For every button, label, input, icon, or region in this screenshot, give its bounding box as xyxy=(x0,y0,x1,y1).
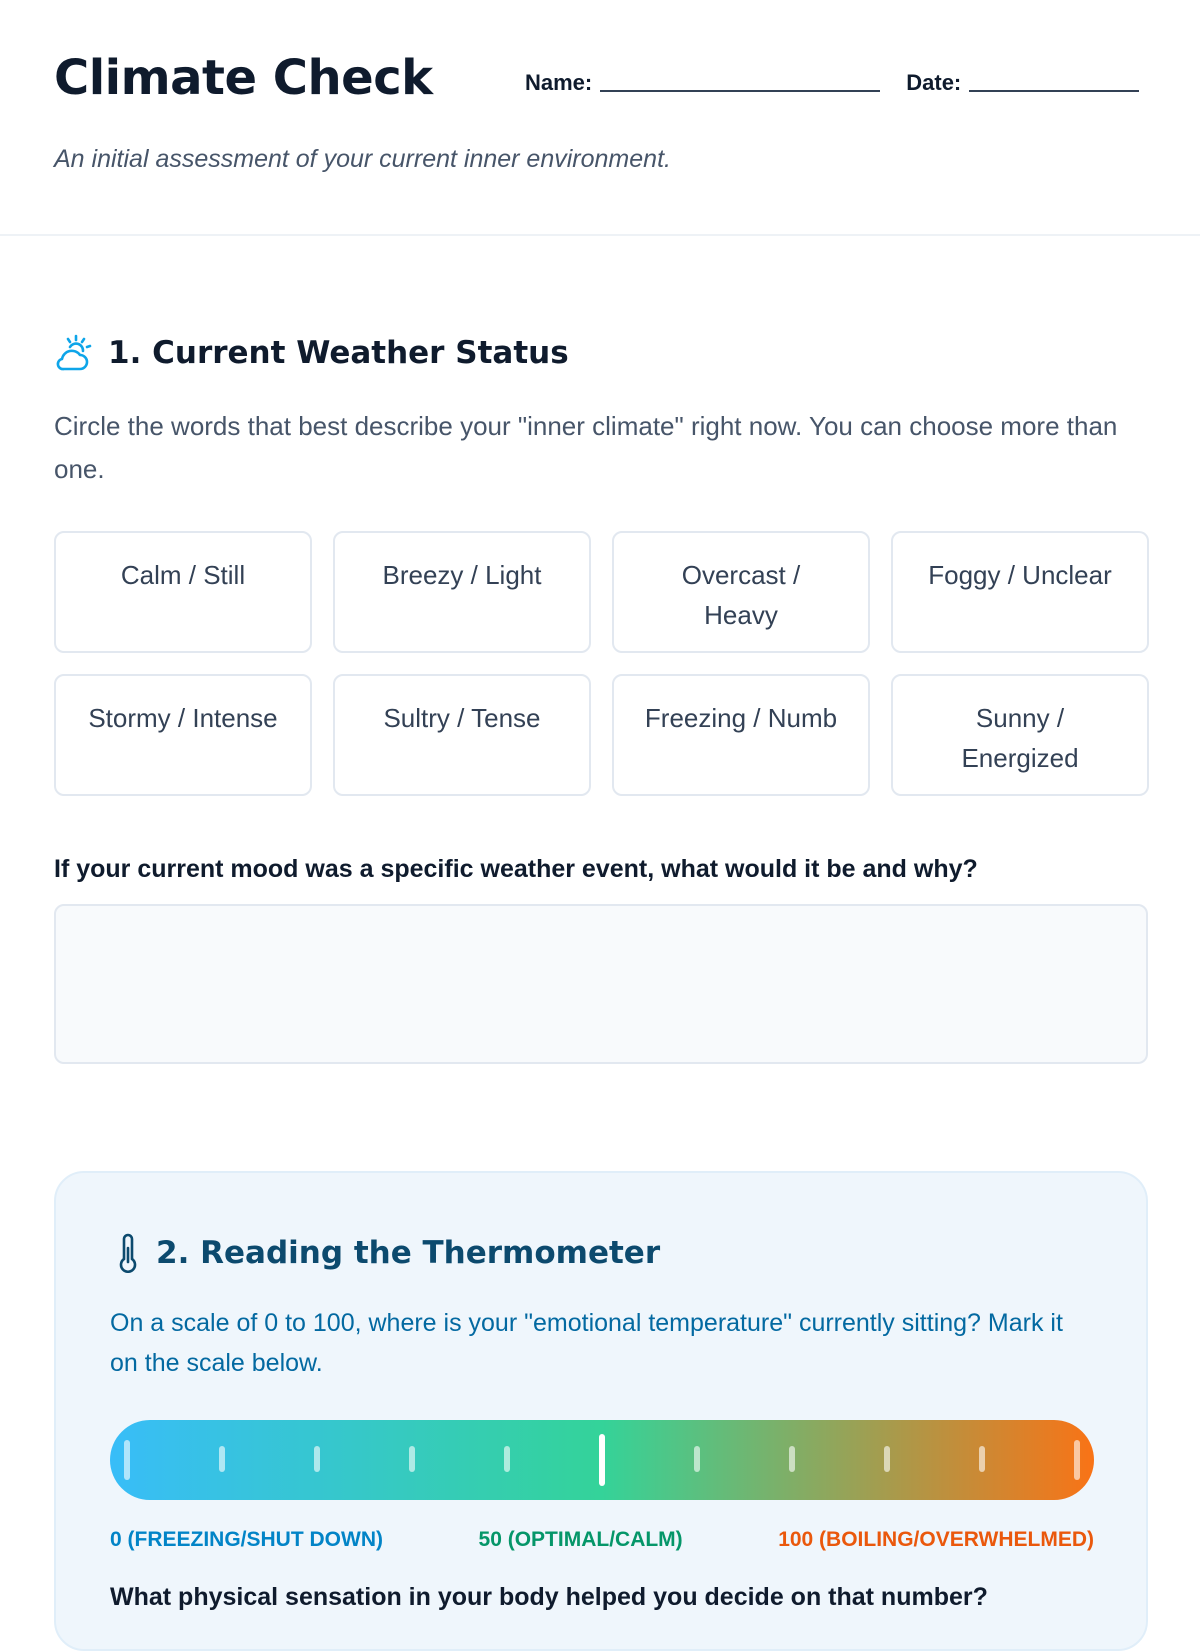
date-blank-line[interactable] xyxy=(969,90,1139,92)
name-blank-line[interactable] xyxy=(600,90,880,92)
weather-event-question: If your current mood was a specific weather event, what would it be and why? xyxy=(54,855,978,883)
option-sunny-energized[interactable]: Sunny / Energized xyxy=(891,674,1149,796)
physical-sensation-question: What physical sensation in your body helped you decide on that number? xyxy=(110,1583,988,1611)
page-subtitle: An initial assessment of your current inner environment. xyxy=(54,145,671,173)
section2-instruction: On a scale of 0 to 100, where is your "emotional temperature" currently sitting? Mark it on the scale below. xyxy=(110,1309,1063,1377)
emotional-temperature-scale[interactable] xyxy=(110,1420,1094,1500)
option-sultry-tense[interactable]: Sultry / Tense xyxy=(333,674,591,796)
scale-mid-label: 50 (OPTIMAL/CALM) xyxy=(478,1528,683,1551)
scale-tick-0 xyxy=(124,1440,130,1480)
option-breezy-light[interactable]: Breezy / Light xyxy=(333,531,591,653)
weather-event-answer-box[interactable] xyxy=(54,904,1148,1064)
date-field[interactable] xyxy=(906,70,1139,96)
scale-tick-20 xyxy=(314,1446,320,1472)
section1-heading xyxy=(54,333,569,373)
option-overcast-heavy[interactable]: Overcast / Heavy xyxy=(612,531,870,653)
section1-instruction: Circle the words that best describe your "inner climate" right now. You can choose more than one. xyxy=(54,411,1118,484)
sun-cloud-icon xyxy=(54,333,94,373)
section2-title: 2. Reading the Thermometer xyxy=(156,1235,661,1271)
scale-tick-10 xyxy=(219,1446,225,1472)
scale-tick-60 xyxy=(694,1446,700,1472)
name-field[interactable] xyxy=(525,70,880,96)
section1-title: 1. Current Weather Status xyxy=(108,335,569,371)
scale-tick-90 xyxy=(979,1446,985,1472)
option-calm-still[interactable]: Calm / Still xyxy=(54,531,312,653)
name-date-fields xyxy=(525,70,1139,96)
name-label: Name: xyxy=(525,70,593,95)
scale-tick-70 xyxy=(789,1446,795,1472)
worksheet-header xyxy=(0,0,1200,236)
thermometer-section xyxy=(54,1171,1148,1651)
date-label: Date: xyxy=(906,70,962,95)
scale-max-label: 100 (BOILING/OVERWHELMED) xyxy=(778,1528,1094,1551)
scale-tick-40 xyxy=(504,1446,510,1472)
option-foggy-unclear[interactable]: Foggy / Unclear xyxy=(891,531,1149,653)
scale-min-label: 0 (FREEZING/SHUT DOWN) xyxy=(110,1528,383,1551)
option-stormy-intense[interactable]: Stormy / Intense xyxy=(54,674,312,796)
scale-labels xyxy=(110,1528,1094,1552)
page-title: Climate Check xyxy=(54,50,433,106)
scale-tick-50 xyxy=(599,1434,605,1486)
scale-tick-30 xyxy=(409,1446,415,1472)
option-freezing-numb[interactable]: Freezing / Numb xyxy=(612,674,870,796)
scale-tick-100 xyxy=(1074,1440,1080,1480)
thermometer-icon xyxy=(116,1233,140,1273)
weather-options-grid xyxy=(54,531,1149,796)
scale-tick-80 xyxy=(884,1446,890,1472)
section2-heading xyxy=(116,1233,660,1273)
